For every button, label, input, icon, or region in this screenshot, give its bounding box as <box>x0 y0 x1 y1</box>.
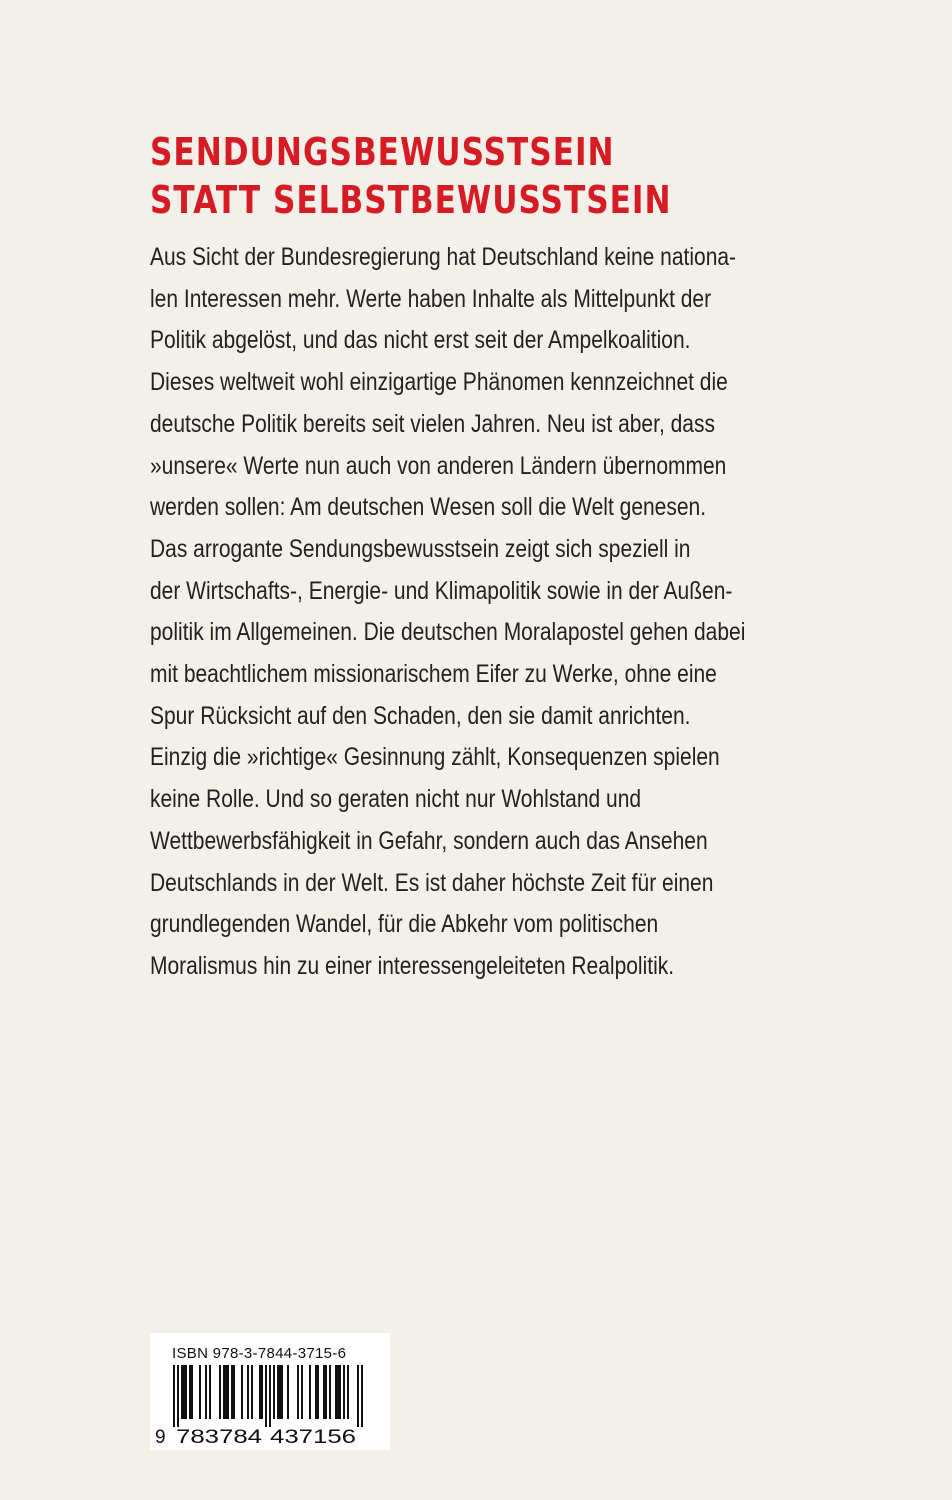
headline-line-2: STATT SELBSTBEWUSSTSEIN <box>150 178 672 222</box>
barcode-bar <box>309 1365 311 1419</box>
barcode-bar <box>325 1365 327 1419</box>
barcode-bar <box>281 1365 283 1419</box>
headline <box>150 128 724 224</box>
barcode-bar <box>227 1365 229 1419</box>
blurb-line: grundlegenden Wandel, für die Abkehr vom politischen <box>150 910 659 939</box>
barcode-bar <box>347 1365 349 1419</box>
barcode-bar <box>361 1365 363 1427</box>
barcode-bar <box>231 1365 233 1419</box>
barcode-bar <box>247 1365 249 1419</box>
barcode-bar <box>177 1365 179 1427</box>
blurb-line: Politik abgelöst, und das nicht erst seit der Ampelkoalition. <box>150 326 691 355</box>
barcode-bar <box>279 1365 281 1419</box>
isbn-label: ISBN 978-3-7844-3715-6 <box>172 1345 347 1362</box>
blurb-line: len Interessen mehr. Werte haben Inhalte als Mittelpunkt der <box>150 284 712 313</box>
barcode-right-digits: 437156 <box>270 1427 356 1448</box>
barcode-bar <box>269 1365 271 1427</box>
barcode-bar <box>219 1365 221 1419</box>
blurb-line: Einzig die »richtige« Gesinnung zählt, Konsequenzen spielen <box>150 743 720 772</box>
barcode-bar <box>223 1365 225 1419</box>
blurb-line: Aus Sicht der Bundesregierung hat Deutschland keine nationa- <box>150 243 737 271</box>
barcode-bar <box>209 1365 211 1419</box>
barcode-bar <box>259 1365 261 1419</box>
barcode-bar <box>323 1365 325 1419</box>
barcode-bar <box>225 1365 227 1419</box>
barcode-bar <box>199 1365 201 1419</box>
blurb-line: Deutschlands in der Welt. Es ist daher höchste Zeit für einen <box>150 868 714 897</box>
barcode-bar <box>173 1365 175 1427</box>
blurb-line: der Wirtschafts-, Energie- und Klimapolitik sowie in der Außen- <box>150 576 733 605</box>
blurb-line: Das arrogante Sendungsbewusstsein zeigt sich speziell in <box>150 534 691 563</box>
barcode-bar <box>181 1365 183 1419</box>
barcode-bar <box>233 1365 235 1419</box>
blurb-line: Moralismus hin zu einer interessengeleiteten Realpolitik. <box>150 951 675 980</box>
barcode-bar <box>189 1365 191 1419</box>
barcode-bar <box>337 1365 339 1419</box>
barcode-bar <box>287 1365 289 1419</box>
headline-line-1: SENDUNGSBEWUSSTSEIN <box>150 130 615 174</box>
barcode-bar <box>339 1365 341 1419</box>
barcode-bar <box>261 1365 263 1419</box>
blurb-line: deutsche Politik bereits seit vielen Jahren. Neu ist aber, dass <box>150 409 715 438</box>
barcode-left-digits: 783784 <box>176 1427 263 1448</box>
barcode-bars <box>150 1333 390 1450</box>
barcode-bar <box>317 1365 319 1419</box>
barcode-bar <box>335 1365 337 1419</box>
barcode-bar <box>277 1365 279 1419</box>
blurb-line: mit beachtlichem missionarischem Eifer zu Werke, ohne eine <box>150 660 717 689</box>
barcode-bar <box>315 1365 317 1419</box>
blurb-line: »unsere« Werte nun auch von anderen Ländern übernommen <box>150 451 727 480</box>
blurb-text <box>150 237 850 988</box>
barcode-bar <box>357 1365 359 1427</box>
blurb-line: Dieses weltweit wohl einzigartige Phänomen kennzeichnet die <box>150 368 728 397</box>
barcode-bar <box>329 1365 331 1419</box>
isbn-barcode <box>150 1333 390 1450</box>
barcode-bar <box>301 1365 303 1419</box>
blurb-line: politik im Allgemeinen. Die deutschen Moralapostel gehen dabei <box>150 618 746 647</box>
blurb-line: werden sollen: Am deutschen Wesen soll die Welt genesen. <box>150 493 707 522</box>
barcode-bar <box>241 1365 243 1419</box>
blurb-line: Spur Rücksicht auf den Schaden, den sie damit anrichten. <box>150 701 691 730</box>
blurb-line: Wettbewerbsfähigkeit in Gefahr, sondern auch das Ansehen <box>150 826 708 855</box>
barcode-first-digit: 9 <box>155 1427 166 1448</box>
barcode-bar <box>265 1365 267 1427</box>
barcode-bar <box>191 1365 193 1419</box>
barcode-bar <box>343 1365 345 1419</box>
barcode-bar <box>183 1365 185 1419</box>
blurb-line: keine Rolle. Und so geraten nicht nur Wohlstand und <box>150 785 642 814</box>
barcode-bar <box>205 1365 207 1419</box>
barcode-bar <box>185 1365 187 1419</box>
barcode-bar <box>251 1365 253 1419</box>
barcode-bar <box>297 1365 299 1419</box>
barcode-bar <box>273 1365 275 1419</box>
